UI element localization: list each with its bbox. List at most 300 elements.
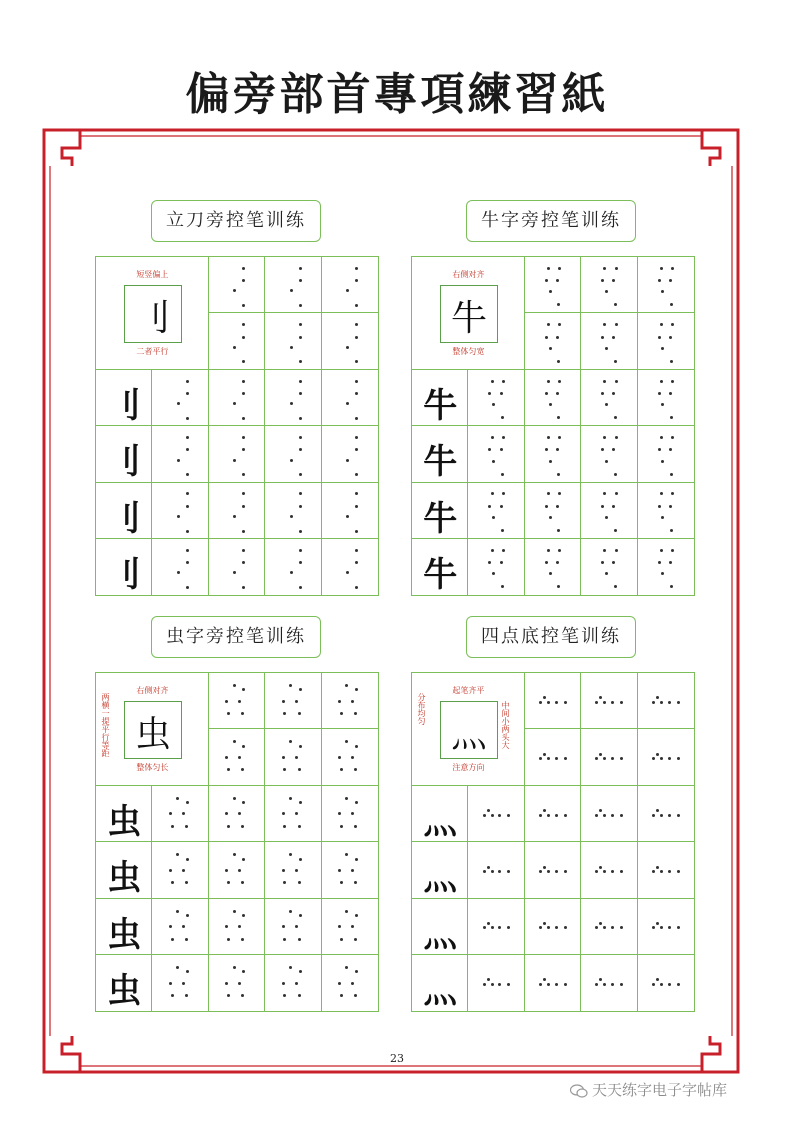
trace-dot (555, 870, 558, 873)
trace-dot (241, 938, 244, 941)
grid-cell (525, 539, 581, 595)
grid-cell (581, 899, 637, 955)
note-left: 两横一提平行等距 (101, 693, 110, 757)
grid-cell (209, 313, 265, 369)
trace-dot (354, 881, 357, 884)
trace-dot (558, 323, 561, 326)
trace-dot (556, 561, 559, 564)
trace-dot (661, 403, 664, 406)
grid-cell (96, 899, 152, 955)
trace-dot (671, 380, 674, 383)
trace-dot (488, 505, 491, 508)
trace-dot (351, 869, 354, 872)
grid-cell (209, 899, 265, 955)
trace-dot (547, 701, 550, 704)
grid-cell (468, 786, 524, 842)
grid-cell (468, 899, 524, 955)
trace-dot (498, 983, 501, 986)
trace-dot (677, 926, 680, 929)
trace-dot (340, 825, 343, 828)
trace-dot (615, 267, 618, 270)
trace-dot (658, 279, 661, 282)
trace-dot (601, 336, 604, 339)
grid-cell (96, 786, 152, 842)
trace-dot (289, 740, 292, 743)
trace-dot (547, 549, 550, 552)
trace-dot (177, 402, 180, 405)
trace-dot (185, 881, 188, 884)
trace-dot (652, 983, 655, 986)
trace-dot (612, 279, 615, 282)
grid-cell (209, 426, 265, 482)
trace-dot (502, 492, 505, 495)
trace-dot (564, 757, 567, 760)
trace-dot (299, 549, 302, 552)
trace-dot (603, 267, 606, 270)
trace-dot (340, 712, 343, 715)
grid-cell (322, 729, 378, 785)
trace-dot (238, 869, 241, 872)
trace-dot (599, 753, 602, 756)
grid-cell (525, 426, 581, 482)
trace-dot (555, 701, 558, 704)
example-character: 牛 (423, 555, 458, 595)
note-bottom: 整体匀长 (136, 763, 169, 772)
trace-dot (354, 938, 357, 941)
trace-dot (169, 925, 172, 928)
grid-cell (322, 899, 378, 955)
trace-dot (182, 925, 185, 928)
model-character-box (124, 285, 182, 343)
trace-dot (603, 436, 606, 439)
trace-dot (483, 870, 486, 873)
trace-dot (338, 812, 341, 815)
trace-dot (242, 586, 245, 589)
trace-dot (227, 825, 230, 828)
grid-cell (525, 786, 581, 842)
trace-dot (238, 756, 241, 759)
trace-dot (556, 336, 559, 339)
trace-dot (669, 279, 672, 282)
trace-dot (491, 380, 494, 383)
trace-dot (242, 392, 245, 395)
trace-dot (498, 814, 501, 817)
trace-dot (603, 814, 606, 817)
trace-dot (614, 585, 617, 588)
trace-dot (668, 926, 671, 929)
trace-dot (355, 323, 358, 326)
trace-dot (355, 304, 358, 307)
grid-cell (322, 786, 378, 842)
example-character: 虫 (107, 858, 142, 899)
trace-dot (556, 505, 559, 508)
trace-dot (298, 768, 301, 771)
model-character: 灬 (450, 714, 487, 755)
trace-dot (299, 279, 302, 282)
grid-cell (525, 257, 581, 313)
trace-dot (351, 756, 354, 759)
trace-dot (603, 492, 606, 495)
trace-dot (233, 740, 236, 743)
trace-dot (599, 978, 602, 981)
trace-dot (355, 745, 358, 748)
grid-cell (638, 673, 694, 729)
trace-dot (290, 459, 293, 462)
trace-dot (299, 561, 302, 564)
trace-dot (242, 380, 245, 383)
trace-dot (351, 700, 354, 703)
grid-cell (265, 786, 321, 842)
grid-cell (209, 370, 265, 426)
trace-dot (233, 853, 236, 856)
trace-dot (355, 530, 358, 533)
grid-cell (525, 673, 581, 729)
trace-dot (500, 448, 503, 451)
trace-dot (660, 267, 663, 270)
trace-dot (595, 926, 598, 929)
trace-dot (660, 549, 663, 552)
grid-cell (322, 257, 378, 313)
trace-dot (289, 797, 292, 800)
grid-cell (96, 483, 152, 539)
trace-dot (677, 701, 680, 704)
trace-dot (652, 701, 655, 704)
trace-dot (558, 380, 561, 383)
grid-cell (525, 483, 581, 539)
grid-cell (265, 955, 321, 1011)
trace-dot (233, 515, 236, 518)
trace-dot (500, 505, 503, 508)
trace-dot (242, 530, 245, 533)
trace-dot (176, 853, 179, 856)
trace-dot (555, 814, 558, 817)
trace-dot (299, 323, 302, 326)
trace-dot (289, 910, 292, 913)
trace-dot (660, 757, 663, 760)
grid-cell (209, 673, 265, 729)
trace-dot (501, 585, 504, 588)
trace-dot (283, 768, 286, 771)
trace-dot (242, 336, 245, 339)
trace-dot (345, 797, 348, 800)
trace-dot (558, 549, 561, 552)
grid-cell (525, 899, 581, 955)
trace-dot (299, 492, 302, 495)
trace-dot (355, 267, 358, 270)
trace-dot (661, 516, 664, 519)
trace-dot (355, 492, 358, 495)
grid-cell (322, 539, 378, 595)
trace-dot (233, 346, 236, 349)
grid-cell (265, 539, 321, 595)
trace-dot (483, 926, 486, 929)
grid-cell (209, 257, 265, 313)
trace-dot (661, 460, 664, 463)
trace-dot (491, 436, 494, 439)
trace-dot (671, 436, 674, 439)
trace-dot (556, 392, 559, 395)
trace-dot (545, 336, 548, 339)
trace-dot (615, 549, 618, 552)
grid-cell (412, 483, 468, 539)
trace-dot (233, 684, 236, 687)
trace-dot (605, 403, 608, 406)
practice-grid (95, 672, 379, 1012)
trace-dot (186, 392, 189, 395)
trace-dot (595, 870, 598, 873)
trace-dot (295, 756, 298, 759)
trace-dot (241, 825, 244, 828)
trace-dot (242, 448, 245, 451)
trace-dot (611, 983, 614, 986)
trace-dot (242, 505, 245, 508)
trace-dot (299, 530, 302, 533)
trace-dot (355, 970, 358, 973)
model-character: 刂 (134, 298, 171, 339)
grid-cell (412, 955, 468, 1011)
trace-dot (656, 978, 659, 981)
grid-cell (322, 955, 378, 1011)
trace-dot (355, 561, 358, 564)
trace-dot (557, 416, 560, 419)
trace-dot (656, 753, 659, 756)
section-title: 虫字旁控笔训练 (151, 616, 321, 658)
trace-dot (611, 701, 614, 704)
trace-dot (670, 529, 673, 532)
trace-dot (549, 516, 552, 519)
example-character: 刂 (107, 555, 142, 595)
trace-dot (171, 825, 174, 828)
grid-cell (96, 955, 152, 1011)
watermark-text: 天天练字电子字帖库 (592, 1081, 728, 1099)
trace-dot (660, 701, 663, 704)
trace-dot (671, 549, 674, 552)
trace-dot (340, 768, 343, 771)
trace-dot (233, 402, 236, 405)
grid-cell (412, 539, 468, 595)
trace-dot (668, 870, 671, 873)
trace-dot (656, 922, 659, 925)
practice-grid (411, 256, 695, 596)
trace-dot (346, 402, 349, 405)
trace-dot (351, 925, 354, 928)
trace-dot (355, 688, 358, 691)
trace-dot (242, 801, 245, 804)
trace-dot (492, 403, 495, 406)
trace-dot (611, 757, 614, 760)
trace-dot (547, 267, 550, 270)
example-character: 牛 (423, 385, 458, 426)
trace-dot (656, 696, 659, 699)
trace-dot (545, 561, 548, 564)
model-character-area (412, 257, 525, 370)
trace-dot (603, 323, 606, 326)
grid-cell (152, 786, 208, 842)
trace-dot (557, 585, 560, 588)
trace-dot (225, 756, 228, 759)
trace-dot (611, 926, 614, 929)
trace-dot (670, 473, 673, 476)
trace-dot (182, 982, 185, 985)
trace-dot (354, 768, 357, 771)
section-title: 四点底控笔训练 (466, 616, 636, 658)
trace-dot (599, 922, 602, 925)
trace-dot (620, 701, 623, 704)
trace-dot (558, 492, 561, 495)
grid-cell (638, 370, 694, 426)
grid-cell (412, 786, 468, 842)
trace-dot (660, 983, 663, 986)
trace-dot (242, 549, 245, 552)
trace-dot (483, 814, 486, 817)
grid-cell (152, 483, 208, 539)
trace-dot (171, 994, 174, 997)
trace-dot (355, 279, 358, 282)
trace-dot (241, 768, 244, 771)
trace-dot (290, 289, 293, 292)
grid-cell (96, 842, 152, 898)
grid-cell (468, 842, 524, 898)
trace-dot (671, 492, 674, 495)
grid-cell (638, 483, 694, 539)
example-character: 虫 (107, 971, 142, 1011)
trace-dot (595, 701, 598, 704)
trace-dot (603, 870, 606, 873)
trace-dot (299, 360, 302, 363)
grid-cell (265, 673, 321, 729)
trace-dot (620, 870, 623, 873)
note-bottom: 二者平行 (136, 347, 169, 356)
trace-dot (558, 436, 561, 439)
trace-dot (603, 701, 606, 704)
trace-dot (241, 881, 244, 884)
trace-dot (242, 473, 245, 476)
trace-dot (186, 586, 189, 589)
trace-dot (355, 448, 358, 451)
trace-dot (299, 801, 302, 804)
note-top: 起笔齐平 (452, 686, 485, 695)
trace-dot (658, 448, 661, 451)
trace-dot (543, 753, 546, 756)
trace-dot (225, 812, 228, 815)
trace-dot (658, 392, 661, 395)
grid-cell (581, 539, 637, 595)
trace-dot (242, 304, 245, 307)
trace-dot (186, 858, 189, 861)
grid-cell (412, 370, 468, 426)
trace-dot (225, 869, 228, 872)
trace-dot (241, 712, 244, 715)
trace-dot (345, 910, 348, 913)
trace-dot (487, 809, 490, 812)
model-character-area (96, 673, 209, 786)
trace-dot (661, 347, 664, 350)
trace-dot (340, 994, 343, 997)
trace-dot (557, 529, 560, 532)
trace-dot (545, 505, 548, 508)
trace-dot (652, 926, 655, 929)
trace-dot (556, 448, 559, 451)
trace-dot (355, 586, 358, 589)
trace-dot (558, 267, 561, 270)
grid-cell (581, 313, 637, 369)
grid-cell (152, 539, 208, 595)
trace-dot (539, 701, 542, 704)
example-character: 灬 (423, 971, 458, 1011)
trace-dot (186, 561, 189, 564)
grid-cell (265, 426, 321, 482)
model-character-area (412, 673, 525, 786)
grid-cell (209, 539, 265, 595)
trace-dot (355, 549, 358, 552)
trace-dot (498, 926, 501, 929)
trace-dot (295, 869, 298, 872)
trace-dot (603, 983, 606, 986)
trace-dot (346, 459, 349, 462)
trace-dot (614, 360, 617, 363)
trace-dot (355, 392, 358, 395)
trace-dot (233, 459, 236, 462)
trace-dot (556, 279, 559, 282)
trace-dot (555, 983, 558, 986)
grid-cell (468, 370, 524, 426)
trace-dot (547, 983, 550, 986)
trace-dot (652, 757, 655, 760)
example-character: 牛 (423, 498, 458, 539)
example-character: 虫 (107, 914, 142, 955)
trace-dot (612, 336, 615, 339)
trace-dot (345, 853, 348, 856)
trace-dot (242, 417, 245, 420)
trace-dot (543, 866, 546, 869)
section-title: 立刀旁控笔训练 (151, 200, 321, 242)
trace-dot (355, 417, 358, 420)
trace-dot (605, 290, 608, 293)
trace-dot (299, 267, 302, 270)
trace-dot (282, 700, 285, 703)
trace-dot (298, 881, 301, 884)
grid-cell (638, 257, 694, 313)
trace-dot (491, 492, 494, 495)
trace-dot (487, 978, 490, 981)
trace-dot (564, 814, 567, 817)
trace-dot (289, 966, 292, 969)
trace-dot (614, 303, 617, 306)
trace-dot (502, 436, 505, 439)
section-title: 牛字旁控笔训练 (466, 200, 636, 242)
grid-cell (581, 786, 637, 842)
trace-dot (491, 983, 494, 986)
trace-dot (656, 866, 659, 869)
trace-dot (299, 336, 302, 339)
trace-dot (658, 336, 661, 339)
trace-dot (299, 914, 302, 917)
example-character: 刂 (107, 498, 142, 539)
trace-dot (345, 966, 348, 969)
note-bottom: 整体匀宽 (452, 347, 485, 356)
trace-dot (186, 436, 189, 439)
trace-dot (549, 460, 552, 463)
trace-dot (488, 561, 491, 564)
grid-cell (525, 729, 581, 785)
trace-dot (605, 460, 608, 463)
trace-dot (557, 473, 560, 476)
grid-cell (412, 899, 468, 955)
trace-dot (545, 448, 548, 451)
trace-dot (290, 571, 293, 574)
trace-dot (507, 814, 510, 817)
trace-dot (355, 914, 358, 917)
